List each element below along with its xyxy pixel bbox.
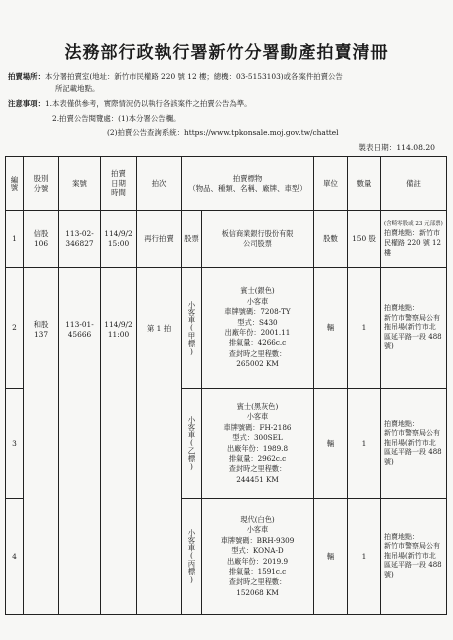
header-div: 股別 分號 — [24, 157, 59, 211]
row-type: 小客車(乙標) — [182, 389, 202, 499]
row-no: 4 — [6, 499, 24, 615]
row-div: 和股 137 — [24, 268, 59, 615]
location-label: 拍賣場所： — [8, 72, 45, 81]
row-type: 小客車(甲標) — [182, 268, 202, 389]
page-title: 法務部行政執行署新竹分署動產拍賣清冊 — [64, 43, 389, 63]
table-row — [6, 268, 447, 389]
row-case: 113-01- 45666 — [59, 268, 101, 615]
location-text: 本分署拍賣室(地址：新竹市民權路 220 號 12 樓；總機：03-5153103)或各案件拍賣公告 — [44, 72, 343, 81]
header-row — [6, 157, 447, 211]
row-unit: 輛 — [314, 389, 348, 499]
header-date: 拍賣 日期 時間 — [101, 157, 137, 211]
row-unit: 輛 — [314, 499, 348, 615]
row-note — [381, 211, 447, 268]
note-1: 1.本表僅供參考，實際情況仍以執行各該案件之拍賣公告為準。 — [44, 99, 252, 108]
row-date: 114/9/2 11:00 — [101, 268, 137, 615]
row-item: 現代(白色) 小客車 車牌號碼：BRH-9309 型式：KONA-D 出廠年份：2019.9 排氣量：1591c.c 查封時之里程數： 152068 KM — [202, 499, 314, 615]
row-no: 2 — [6, 268, 24, 389]
row-round: 再行拍賣 — [137, 211, 182, 268]
notes-line — [8, 99, 252, 109]
row-note-body: 拍賣地點：新竹市 民權路 220 號 12 樓 — [384, 229, 441, 257]
header-note: 備註 — [381, 157, 447, 211]
row-case: 113-02- 346827 — [59, 211, 101, 268]
row-qty: 1 — [348, 499, 381, 615]
header-round: 拍次 — [137, 157, 182, 211]
row-note: 拍賣地點： 新竹市警察局公有 拖吊場(新竹市北 區延平路一段 488 號) — [381, 389, 447, 499]
note-2: 2.拍賣公告閱覽處：(1)本分署公告欄。 — [52, 114, 181, 123]
row-type: 小客車(丙標) — [182, 499, 202, 615]
row-type: 股票 — [182, 211, 202, 268]
row-qty: 1 — [348, 268, 381, 389]
row-unit: 股數 — [314, 211, 348, 268]
table-row — [6, 211, 447, 268]
row-qty: 1 — [348, 389, 381, 499]
header-item: 拍賣標物 （物品、種類、名稱、廠牌、車型） — [182, 157, 314, 211]
notes-label: 注意事項： — [8, 99, 45, 108]
date-label: 製表日期：114.08.20 — [358, 143, 435, 152]
location-text-cont: 所記載地點。 — [55, 84, 100, 93]
row-item: 賓士(黑灰色) 小客車 車牌號碼：FH-2186 型式：300SEL 出廠年份：1989.8 排氣量：2962c.c 查封時之里程數： 244451 KM — [202, 389, 314, 499]
row-item: 賓士(銀色) 小客車 車牌號碼：7208-TY 型式：S430 出廠年份：2001.11 排氣量：4266c.c 查封時之里程數： 265002 KM — [202, 268, 314, 389]
header-unit: 單位 — [314, 157, 348, 211]
row-item: 板信商業銀行股份有限 公司股票 — [202, 211, 314, 268]
row-note: 拍賣地點： 新竹市警察局公有 拖吊場(新竹市北 區延平路一段 488 號) — [381, 499, 447, 615]
row-note-head: (含畸零股或 23 元部票) — [384, 220, 443, 227]
row-unit: 輛 — [314, 268, 348, 389]
location-line — [8, 72, 343, 82]
row-no: 3 — [6, 389, 24, 499]
header-qty: 數量 — [348, 157, 381, 211]
row-round: 第 1 拍 — [137, 268, 182, 615]
row-date: 114/9/2 15:00 — [101, 211, 137, 268]
auction-table — [5, 156, 447, 615]
row-qty: 150 股 — [348, 211, 381, 268]
row-no: 1 — [6, 211, 24, 268]
row-div: 信股 106 — [24, 211, 59, 268]
note-3: (2)拍賣公告查詢系統：https://www.tpkonsale.moj.gov.tw/chattel — [107, 128, 339, 137]
row-note: 拍賣地點： 新竹市警察局公有 拖吊場(新竹市北 區延平路一段 488 號) — [381, 268, 447, 389]
header-case: 案號 — [59, 157, 101, 211]
header-no: 編號 — [6, 157, 24, 211]
